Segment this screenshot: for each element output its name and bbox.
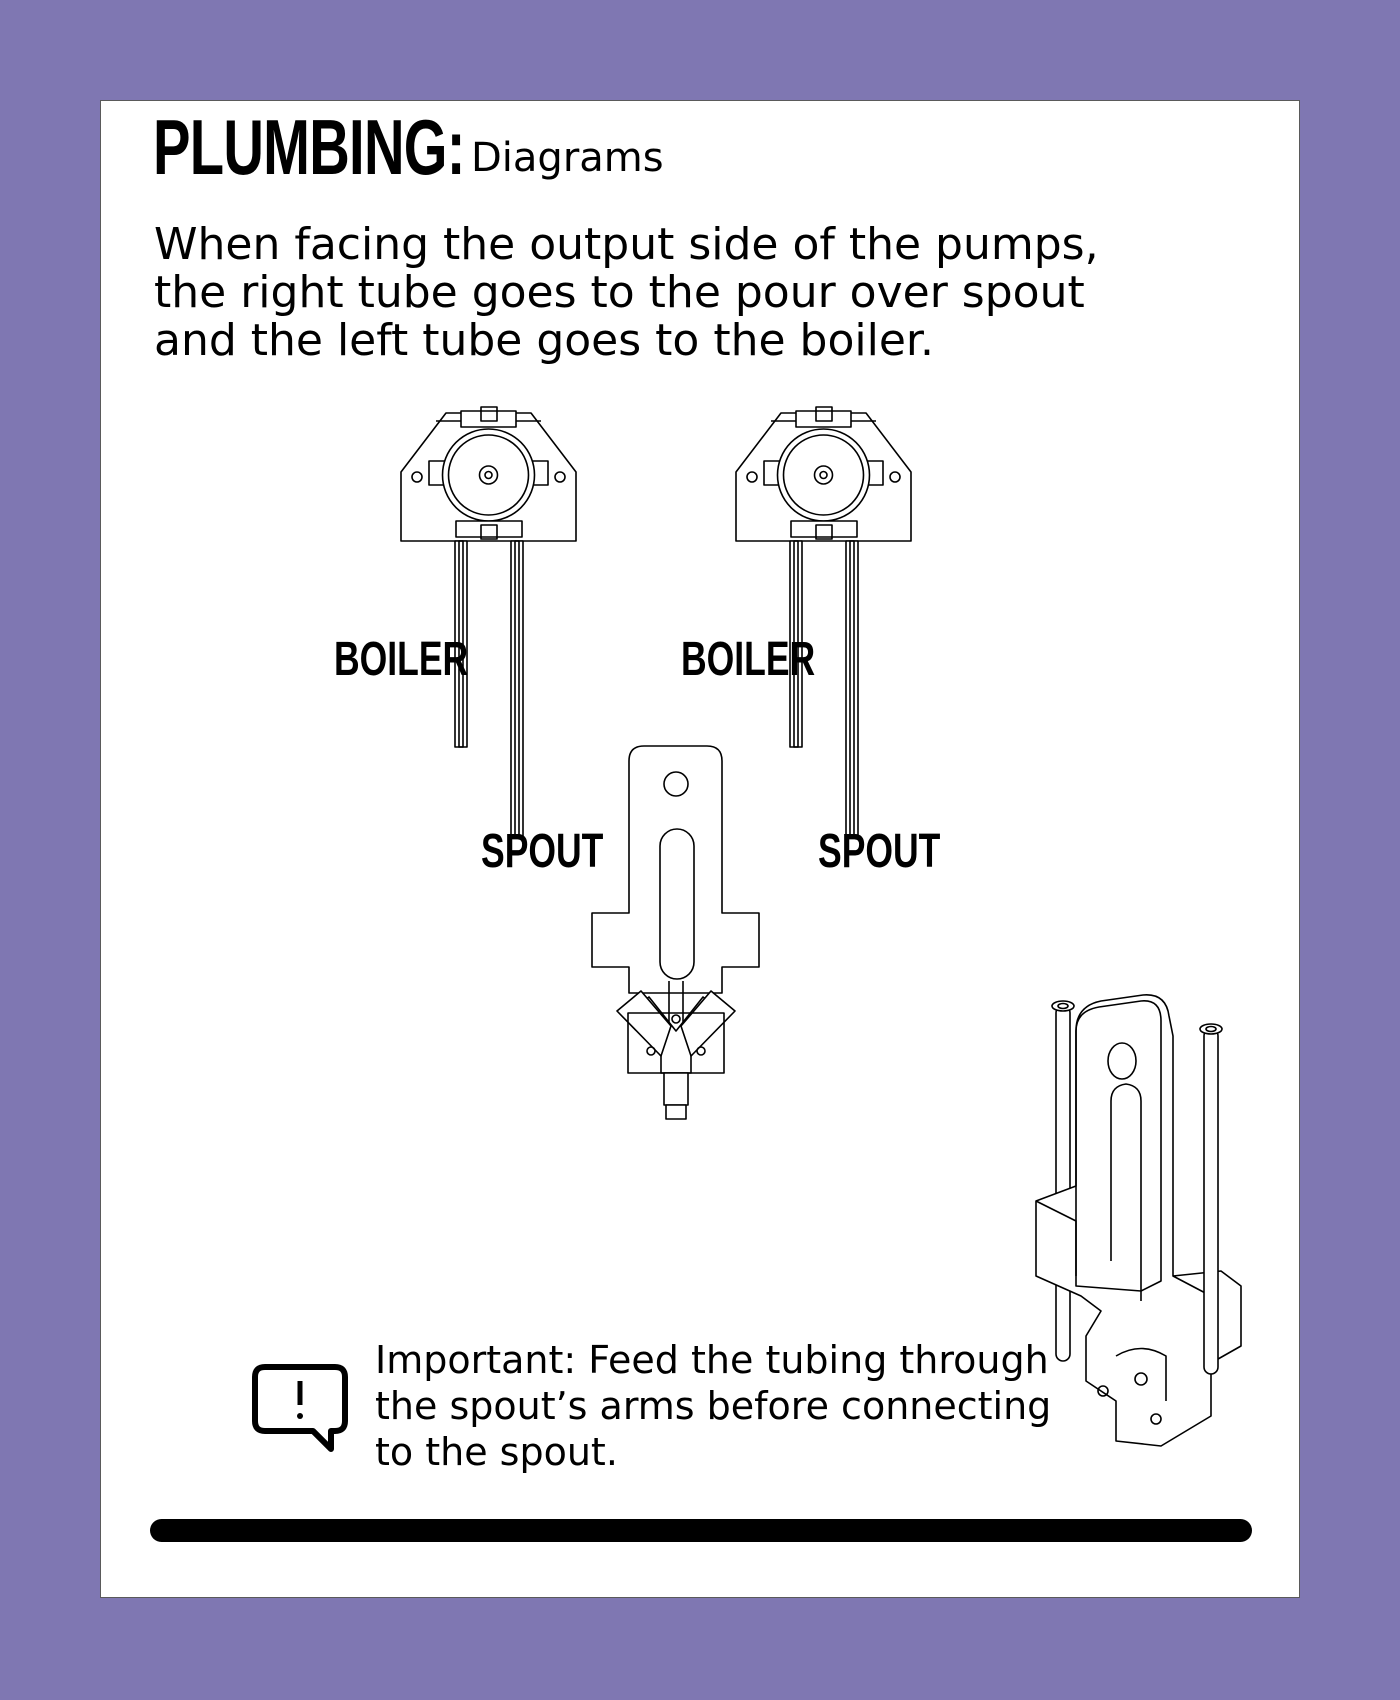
alert-speech-bubble-icon [251,1363,351,1455]
pump-right [736,407,911,837]
spout-isometric-view [1036,995,1241,1446]
label-spout-left: SPOUT [481,825,604,878]
label-boiler-right: BOILER [681,633,816,686]
spout-front-view [592,746,759,1119]
page-subtitle: Diagrams [471,135,664,181]
intro-paragraph: When facing the output side of the pumps, the right tube goes to the pour over spout and the left tube goes to the boiler. [154,219,1099,366]
label-spout-right: SPOUT [818,825,941,878]
label-boiler-left: BOILER [334,633,469,686]
page-title: PLUMBING: [153,103,465,191]
instruction-page [100,100,1300,1598]
pump-left [401,407,576,837]
important-note: Important: Feed the tubing through the spout’s arms before connecting to the spout. [375,1338,1052,1474]
footer-divider [150,1519,1252,1542]
